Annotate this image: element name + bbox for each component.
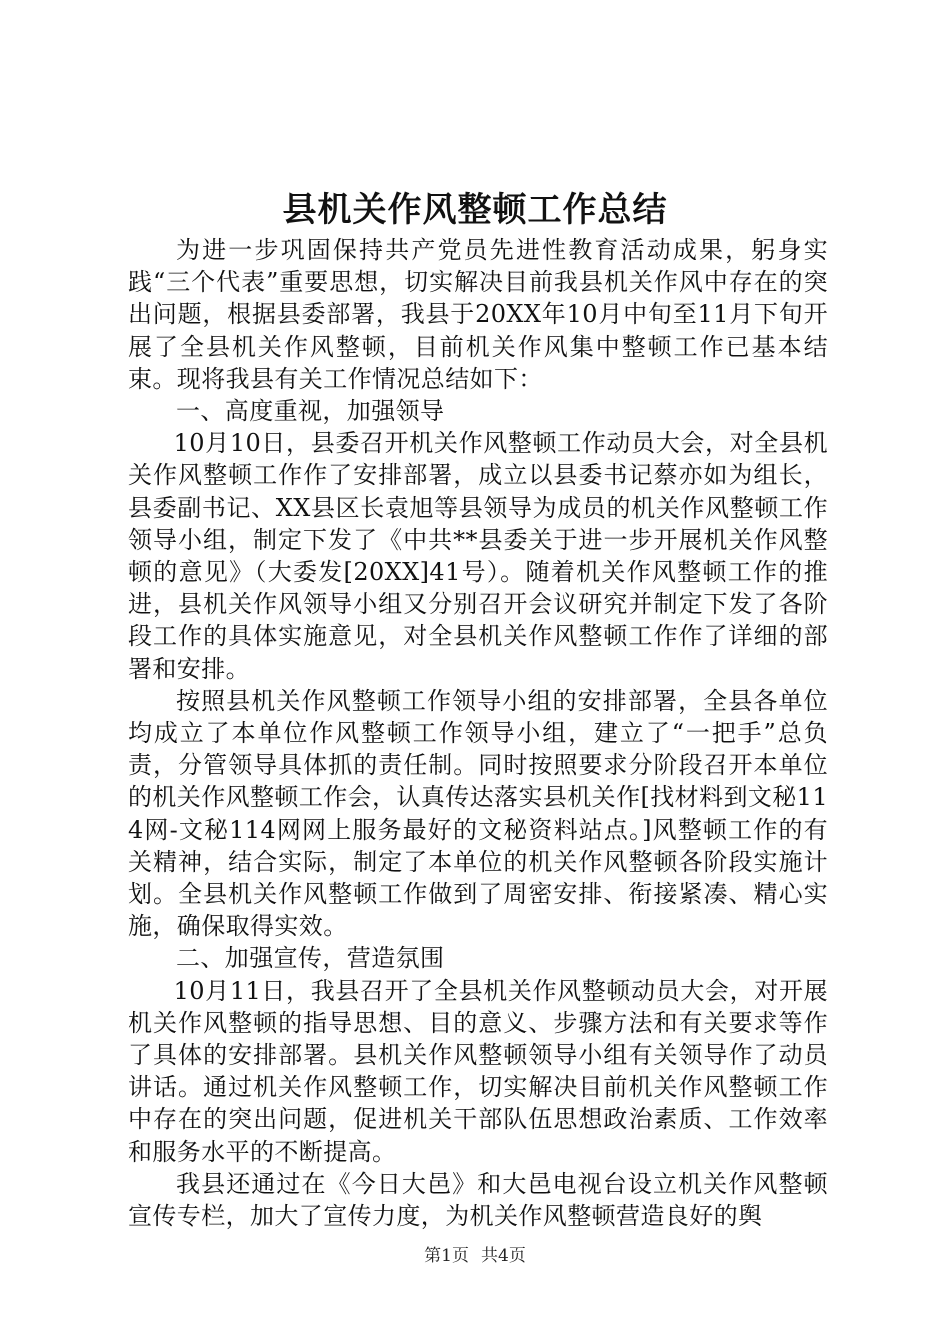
paragraph-leadership: 10月10日，县委召开机关作风整顿工作动员大会，对全县机关作风整顿工作作了安排部署，成立以县委书记蔡亦如为组长，县委副书记、XX县区长袁旭等县领导为成员的机关作风整顿工作领导小组，制定下发了《中共**县委关于进一步开展机关作风整顿的意见》（大委发[20XX]41号）。随着机关作风整顿工作的推进，县机关作风领导小组又分别召开会议研究并制定下发了各阶段工作的具体实施意见，对全县机关作风整顿工作作了详细的部署和安排。 (128, 429, 828, 683)
page-footer (0, 1244, 950, 1268)
paragraph-publicity: 我县还通过在《今日大邑》和大邑电视台设立机关作风整顿宣传专栏，加大了宣传力度，为机关作风整顿营造良好的舆 (128, 1169, 828, 1231)
section-heading-2: 二、加强宣传，营造氛围 (176, 944, 445, 973)
paragraph-mobilization: 10月11日，我县召开了全县机关作风整顿动员大会，对开展机关作风整顿的指导思想、目的意义、步骤方法和有关要求等作了具体的安排部署。县机关作风整顿领导小组有关领导作了动员讲话。通过机关作风整顿工作，切实解决目前机关作风整顿工作中存在的突出问题，促进机关干部队伍思想政治素质、工作效率和服务水平的不断提高。 (128, 976, 828, 1166)
page-total: 共4页 (481, 1246, 526, 1266)
page-number: 第1页 (424, 1246, 469, 1266)
document-title: 县机关作风整顿工作总结 (282, 190, 668, 230)
paragraph-units: 按照县机关作风整顿工作领导小组的安排部署，全县各单位均成立了本单位作风整顿工作领导小组，建立了“一把手”总负责，分管领导具体抓的责任制。同时按照要求分阶段召开本单位的机关作风整顿工作会，认真传达落实县机关作[找材料到文秘114网-文秘114网网上服务最好的文秘资料站点。]风整顿工作的有关精神，结合实际，制定了本单位的机关作风整顿各阶段实施计划。全县机关作风整顿工作做到了周密安排、衔接紧凑、精心实施，确保取得实效。 (128, 686, 828, 941)
section-heading-1: 一、高度重视，加强领导 (176, 397, 445, 426)
paragraph-intro: 为进一步巩固保持共产党员先进性教育活动成果，躬身实践“三个代表”重要思想，切实解决目前我县机关作风中存在的突出问题，根据县委部署，我县于20XX年10月中旬至11月下旬开展了全县机关作风整顿，目前机关作风集中整顿工作已基本结束。现将我县有关工作情况总结如下： (128, 236, 828, 393)
document-body (128, 234, 828, 1232)
